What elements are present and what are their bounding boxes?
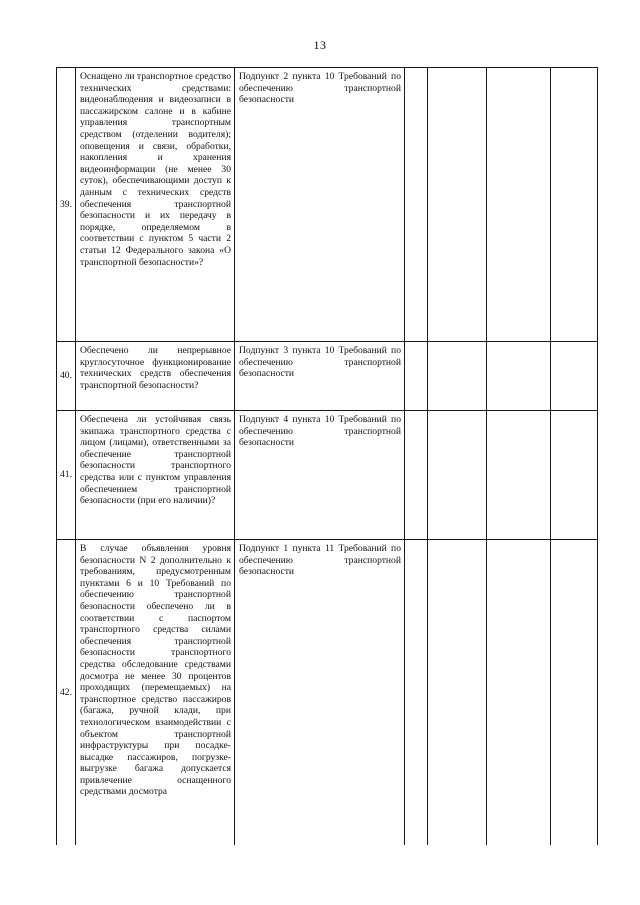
table-row [57, 342, 598, 411]
row-number: 42. [57, 540, 76, 846]
requirement-cell: Подпункт 3 пункта 10 Требований по обеспечению транспортной безопасности [235, 342, 405, 411]
answer-cell-na [487, 411, 551, 540]
row-number: 39. [57, 68, 76, 342]
answer-cell-yes [405, 540, 428, 846]
answer-cell-yes [405, 68, 428, 342]
answer-cell-na [487, 540, 551, 846]
answer-cell-yes [405, 411, 428, 540]
answer-cell-no [428, 68, 487, 342]
requirement-cell: Подпункт 4 пункта 10 Требований по обеспечению транспортной безопасности [235, 411, 405, 540]
answer-cell-yes [405, 342, 428, 411]
note-cell [551, 68, 598, 342]
question-cell: Обеспечено ли непрерывное круглосуточное функционирование технических средств обеспечения транспортной безопасности? [76, 342, 235, 411]
requirement-cell: Подпункт 2 пункта 10 Требований по обеспечению транспортной безопасности [235, 68, 405, 342]
table-row [57, 540, 598, 846]
checklist-table [56, 67, 598, 845]
row-number: 41. [57, 411, 76, 540]
answer-cell-no [428, 411, 487, 540]
answer-cell-no [428, 342, 487, 411]
note-cell [551, 342, 598, 411]
page-number: 13 [313, 38, 327, 52]
note-cell [551, 540, 598, 846]
row-number: 40. [57, 342, 76, 411]
answer-cell-na [487, 342, 551, 411]
requirement-cell: Подпункт 1 пункта 11 Требований по обеспечению транспортной безопасности [235, 540, 405, 846]
table-row [57, 411, 598, 540]
answer-cell-na [487, 68, 551, 342]
question-cell: В случае объявления уровня безопасности N 2 дополнительно к требованиям, предусмотренным пунктами 6 и 10 Требований по обеспечению транспортной безопасности обеспечено ли в соответствии с паспортом транспортного средства силами обеспечения транспортной безопасности транспортного средства обследование средствами досмотра не менее 30 процентов проходящих (перемещаемых) на транспортное средство пассажиров (багажа, ручной клади, при технологическом взаимодействии с объектом транспортной инфраструктуры при посадке-высадке пассажиров, погрузке-выгрузке багажа допускается привлечение оснащенного средствами досмотра [76, 540, 235, 846]
table-row [57, 68, 598, 342]
answer-cell-no [428, 540, 487, 846]
question-cell: Обеспечена ли устойчивая связь экипажа транспортного средства с лицом (лицами), ответственными за обеспечение транспортной безопасности транспортного средства или с пунктом управления обеспечением транспортной безопасности (при его наличии)? [76, 411, 235, 540]
note-cell [551, 411, 598, 540]
question-cell: Оснащено ли транспортное средство технических средствами: видеонаблюдения и видеозаписи в пассажирском салоне и в кабине управления транспортным средством (отделении водителя); оповещения и связи, обработки, накопления и хранения видеоинформации (не менее 30 суток), обеспечивающими доступ к данным с технических средств обеспечения транспортной безопасности и их передачу в порядке, определяемом в соответствии с пунктом 5 части 2 статьи 12 Федерального закона «О транспортной безопасности»? [76, 68, 235, 342]
